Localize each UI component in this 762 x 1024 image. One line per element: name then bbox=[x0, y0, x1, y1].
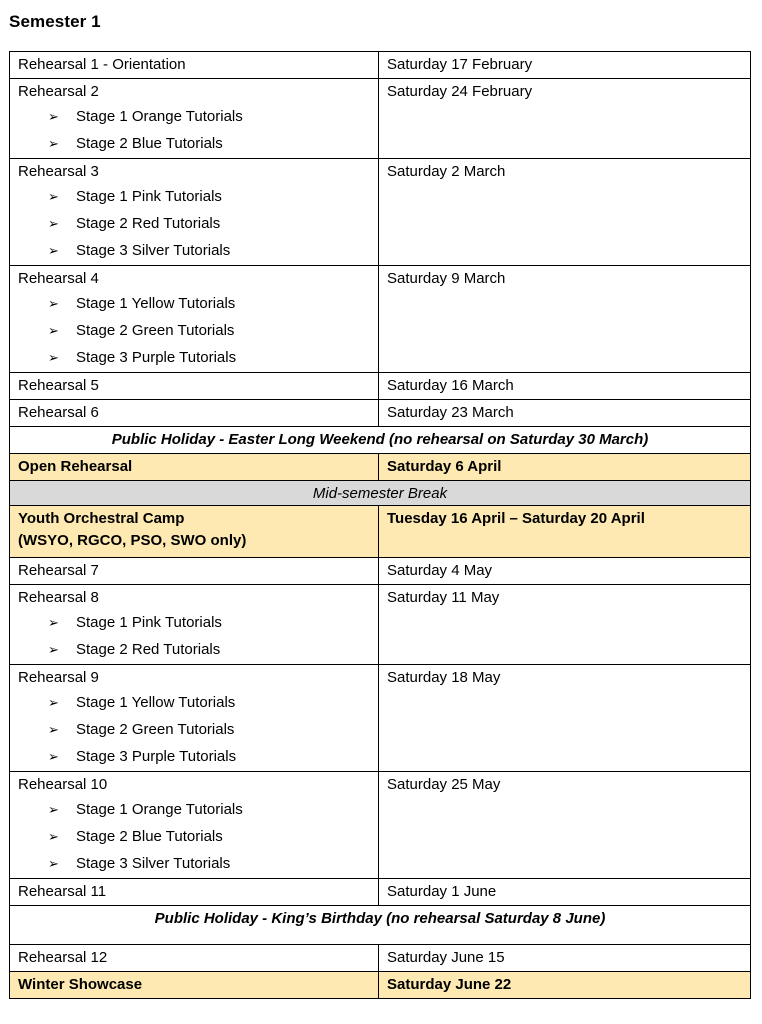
table-row bbox=[10, 400, 751, 427]
bullet-arrow-icon: ➢ bbox=[48, 829, 59, 844]
event-label: Youth Orchestral Camp bbox=[18, 510, 185, 527]
tutorial-label: Stage 2 Green Tutorials bbox=[76, 322, 235, 339]
notice-text: Public Holiday - Easter Long Weekend (no rehearsal on Saturday 30 March) bbox=[111, 431, 649, 448]
bullet-arrow-icon: ➢ bbox=[48, 243, 59, 258]
event-cell bbox=[10, 373, 379, 400]
tutorial-label: Stage 2 Red Tutorials bbox=[76, 215, 221, 232]
date-label: Tuesday 16 April – Saturday 20 April bbox=[387, 510, 645, 527]
bullet-arrow-icon: ➢ bbox=[48, 323, 59, 338]
bullet-arrow-icon: ➢ bbox=[48, 296, 59, 311]
tutorial-label: Stage 1 Orange Tutorials bbox=[76, 801, 243, 818]
event-cell bbox=[10, 79, 379, 159]
tutorial-label: Stage 2 Blue Tutorials bbox=[76, 135, 223, 152]
tutorial-item bbox=[18, 183, 370, 210]
event-label: Rehearsal 3 bbox=[18, 163, 99, 180]
table-row bbox=[10, 373, 751, 400]
date-cell bbox=[379, 506, 751, 558]
tutorial-label: Stage 2 Blue Tutorials bbox=[76, 828, 223, 845]
tutorial-item bbox=[18, 237, 370, 260]
date-label: Saturday 1 June bbox=[387, 883, 497, 900]
table-row bbox=[10, 585, 751, 665]
event-cell bbox=[10, 585, 379, 665]
bullet-arrow-icon: ➢ bbox=[48, 856, 59, 871]
event-label: Rehearsal 2 bbox=[18, 83, 99, 100]
event-label: Rehearsal 7 bbox=[18, 562, 99, 579]
date-cell bbox=[379, 879, 751, 906]
table-row bbox=[10, 52, 751, 79]
tutorial-item bbox=[18, 344, 370, 367]
date-cell bbox=[379, 373, 751, 400]
table-row bbox=[10, 558, 751, 585]
event-label: Rehearsal 6 bbox=[18, 404, 99, 421]
tutorial-label: Stage 3 Silver Tutorials bbox=[76, 855, 231, 872]
date-cell bbox=[379, 266, 751, 373]
tutorial-item bbox=[18, 689, 370, 716]
table-row bbox=[10, 906, 751, 945]
date-label: Saturday 18 May bbox=[387, 669, 501, 686]
event-cell bbox=[10, 454, 379, 481]
table-row bbox=[10, 665, 751, 772]
date-cell bbox=[379, 79, 751, 159]
schedule-table bbox=[9, 51, 751, 999]
table-row bbox=[10, 879, 751, 906]
event-cell bbox=[10, 266, 379, 373]
tutorial-item bbox=[18, 743, 370, 766]
table-row bbox=[10, 79, 751, 159]
event-cell bbox=[10, 558, 379, 585]
tutorial-label: Stage 3 Silver Tutorials bbox=[76, 242, 231, 259]
bullet-arrow-icon: ➢ bbox=[48, 615, 59, 630]
schedule-body bbox=[10, 52, 751, 999]
bullet-arrow-icon: ➢ bbox=[48, 722, 59, 737]
notice-text: Mid-semester Break bbox=[312, 485, 448, 502]
tutorial-item bbox=[18, 290, 370, 317]
bullet-arrow-icon: ➢ bbox=[48, 216, 59, 231]
date-cell bbox=[379, 159, 751, 266]
bullet-arrow-icon: ➢ bbox=[48, 189, 59, 204]
bullet-arrow-icon: ➢ bbox=[48, 642, 59, 657]
event-cell bbox=[10, 52, 379, 79]
tutorial-item bbox=[18, 796, 370, 823]
tutorial-label: Stage 3 Purple Tutorials bbox=[76, 748, 237, 765]
bullet-arrow-icon: ➢ bbox=[48, 109, 59, 124]
table-row bbox=[10, 972, 751, 999]
holiday-notice bbox=[10, 427, 751, 454]
tutorial-label: Stage 3 Purple Tutorials bbox=[76, 349, 237, 366]
event-cell bbox=[10, 665, 379, 772]
date-label: Saturday June 15 bbox=[387, 949, 505, 966]
tutorial-label: Stage 2 Red Tutorials bbox=[76, 641, 221, 658]
table-row bbox=[10, 481, 751, 506]
event-cell bbox=[10, 972, 379, 999]
tutorial-item bbox=[18, 823, 370, 850]
event-label: Rehearsal 8 bbox=[18, 589, 99, 606]
tutorial-label: Stage 2 Green Tutorials bbox=[76, 721, 235, 738]
tutorial-label: Stage 1 Pink Tutorials bbox=[76, 188, 222, 205]
date-label: Saturday 23 March bbox=[387, 404, 514, 421]
holiday-notice bbox=[10, 906, 751, 945]
event-label: Winter Showcase bbox=[18, 976, 143, 993]
tutorial-item bbox=[18, 850, 370, 873]
event-label: Rehearsal 9 bbox=[18, 669, 99, 686]
event-cell bbox=[10, 945, 379, 972]
event-label: Rehearsal 11 bbox=[18, 883, 107, 900]
date-label: Saturday 16 March bbox=[387, 377, 514, 394]
event-label-note: (WSYO, RGCO, PSO, SWO only) bbox=[18, 532, 247, 549]
date-cell bbox=[379, 945, 751, 972]
event-cell bbox=[10, 159, 379, 266]
tutorial-item bbox=[18, 103, 370, 130]
date-cell bbox=[379, 400, 751, 427]
bullet-arrow-icon: ➢ bbox=[48, 802, 59, 817]
tutorial-label: Stage 1 Yellow Tutorials bbox=[76, 295, 236, 312]
date-label: Saturday 24 February bbox=[387, 83, 533, 100]
date-cell bbox=[379, 665, 751, 772]
bullet-arrow-icon: ➢ bbox=[48, 695, 59, 710]
event-cell bbox=[10, 400, 379, 427]
table-row bbox=[10, 427, 751, 454]
tutorial-label: Stage 1 Orange Tutorials bbox=[76, 108, 243, 125]
date-cell bbox=[379, 558, 751, 585]
tutorial-item bbox=[18, 716, 370, 743]
notice-text: Public Holiday - King’s Birthday (no rehearsal Saturday 8 June) bbox=[154, 910, 606, 927]
event-label: Rehearsal 4 bbox=[18, 270, 99, 287]
tutorial-label: Stage 1 Yellow Tutorials bbox=[76, 694, 236, 711]
table-row bbox=[10, 159, 751, 266]
event-label: Rehearsal 12 bbox=[18, 949, 108, 966]
bullet-arrow-icon: ➢ bbox=[48, 749, 59, 764]
date-cell bbox=[379, 52, 751, 79]
bullet-arrow-icon: ➢ bbox=[48, 350, 59, 365]
date-label: Saturday 9 March bbox=[387, 270, 506, 287]
date-label: Saturday 4 May bbox=[387, 562, 493, 579]
event-cell bbox=[10, 879, 379, 906]
date-label: Saturday 2 March bbox=[387, 163, 506, 180]
date-cell bbox=[379, 972, 751, 999]
tutorial-item bbox=[18, 210, 370, 237]
tutorial-item bbox=[18, 609, 370, 636]
table-row bbox=[10, 454, 751, 481]
date-cell bbox=[379, 585, 751, 665]
table-row bbox=[10, 945, 751, 972]
tutorial-item bbox=[18, 317, 370, 344]
date-label: Saturday 25 May bbox=[387, 776, 501, 793]
table-row bbox=[10, 772, 751, 879]
date-label: Saturday 6 April bbox=[387, 458, 502, 475]
event-cell bbox=[10, 506, 379, 558]
date-label: Saturday June 22 bbox=[387, 976, 512, 993]
table-row bbox=[10, 266, 751, 373]
bullet-arrow-icon: ➢ bbox=[48, 136, 59, 151]
event-label: Rehearsal 10 bbox=[18, 776, 108, 793]
tutorial-item bbox=[18, 130, 370, 153]
event-label: Open Rehearsal bbox=[18, 458, 133, 475]
date-cell bbox=[379, 772, 751, 879]
page-title: Semester 1 bbox=[9, 12, 101, 31]
tutorial-label: Stage 1 Pink Tutorials bbox=[76, 614, 222, 631]
event-label: Rehearsal 5 bbox=[18, 377, 99, 394]
event-cell bbox=[10, 772, 379, 879]
date-cell bbox=[379, 454, 751, 481]
break-notice bbox=[10, 481, 751, 506]
date-label: Saturday 11 May bbox=[387, 589, 500, 606]
table-row bbox=[10, 506, 751, 558]
date-label: Saturday 17 February bbox=[387, 56, 533, 73]
tutorial-item bbox=[18, 636, 370, 659]
event-label: Rehearsal 1 - Orientation bbox=[18, 56, 186, 73]
